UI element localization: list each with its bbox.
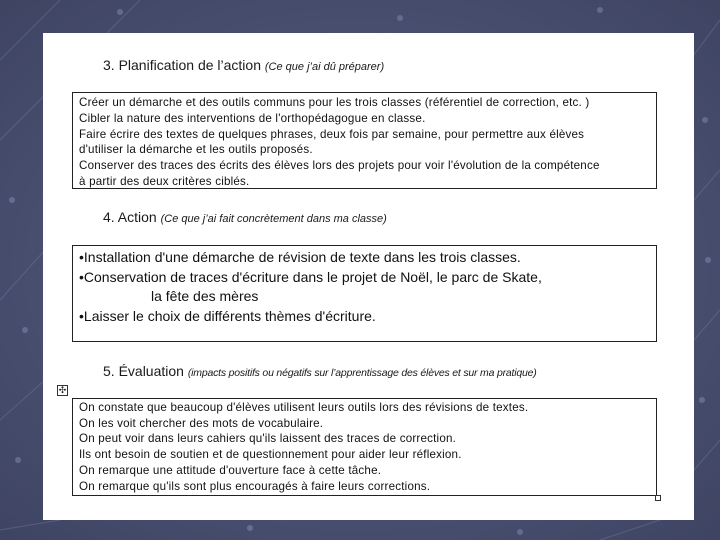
planning-line: Faire écrire des textes de quelques phrases, deux fois par semaine, pour permettre aux élèves [79, 127, 585, 141]
move-icon[interactable]: ✣ [58, 385, 67, 395]
evaluation-line: On remarque qu'ils sont plus encouragés à faire leurs corrections. [79, 479, 431, 493]
action-line: •Installation d'une démarche de révision de texte dans les trois classes. [79, 249, 521, 265]
section-4-subtitle: (Ce que j’ai fait concrètement dans ma classe) [160, 213, 387, 225]
action-line: la fête des mères [151, 288, 259, 304]
action-line: •Laisser le choix de différents thèmes d'écriture. [79, 307, 376, 324]
evaluation-line: On constate que beaucoup d'élèves utilisent leurs outils lors des révisions de textes. [79, 401, 529, 414]
resize-handle[interactable] [655, 495, 661, 501]
planning-line: Créer un démarche et des outils communs pour les trois classes (référentiel de correction, etc. ) [79, 96, 590, 109]
planning-line: Conserver des traces des écrits des élèves lors des projets pour voir l'évolution de la compétence [79, 159, 600, 173]
section-4-title: 4. Action [103, 209, 157, 225]
action-text-box[interactable] [72, 245, 657, 342]
section-4-heading [103, 209, 387, 225]
evaluation-line: On remarque une attitude d'ouverture face à cette tâche. [79, 463, 382, 477]
planning-line: d'utiliser la démarche et les outils proposés. [79, 143, 313, 157]
planning-text-box[interactable] [72, 92, 657, 189]
planning-line: Cibler la nature des interventions de l'orthopédagogue en classe. [79, 111, 426, 125]
section-3-heading [103, 57, 384, 73]
section-5-subtitle: (impacts positifs ou négatifs sur l’apprentissage des élèves et sur ma pratique) [187, 367, 537, 379]
evaluation-line: Ils ont besoin de soutien et de questionnement pour aider leur réflexion. [79, 448, 462, 462]
section-5-heading [103, 363, 537, 379]
action-line: •Conservation de traces d'écriture dans le projet de Noël, le parc de Skate, [79, 268, 542, 285]
evaluation-text-box[interactable] [72, 398, 657, 496]
evaluation-line: On les voit chercher des mots de vocabulaire. [79, 416, 324, 430]
section-3-title: 3. Planification de l’action [103, 57, 261, 73]
planning-line: à partir des deux critères ciblés. [79, 174, 250, 188]
section-3-subtitle: (Ce que j’ai dû préparer) [264, 61, 385, 73]
section-5-title: 5. Évaluation [103, 363, 184, 379]
evaluation-line: On peut voir dans leurs cahiers qu'ils laissent des traces de correction. [79, 432, 457, 446]
